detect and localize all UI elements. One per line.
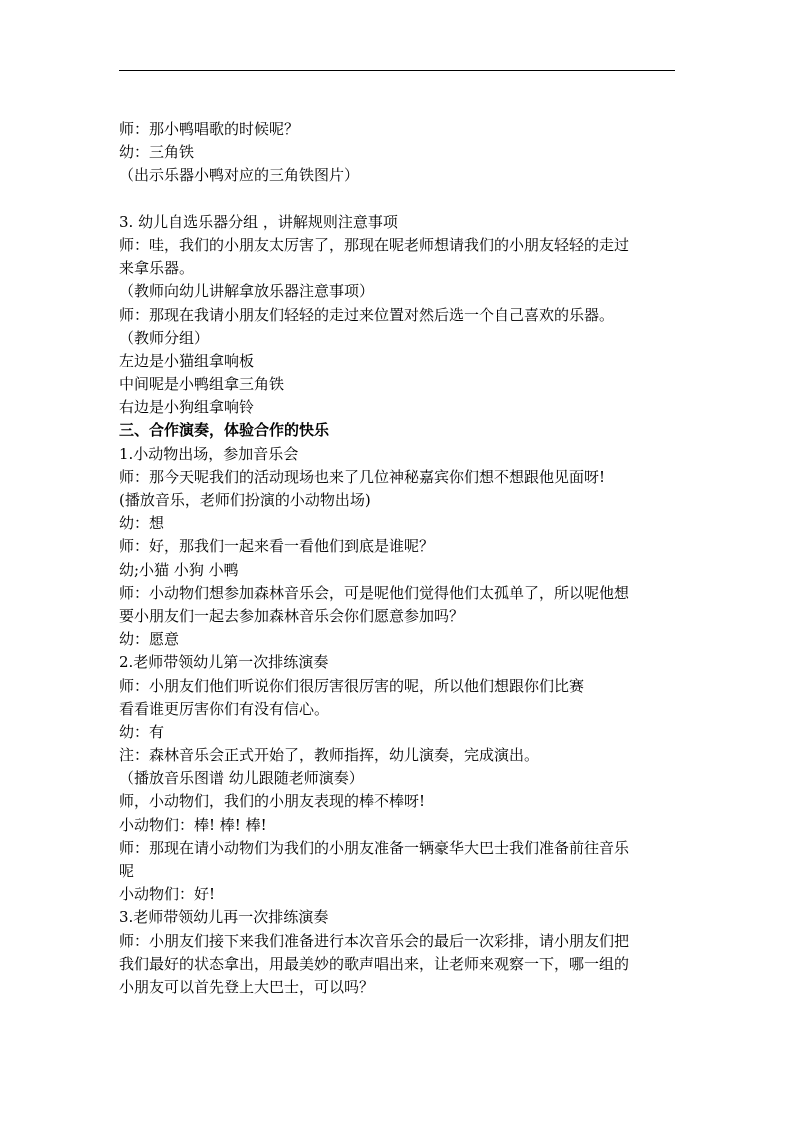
text-line: 小动物们：好! <box>119 885 216 904</box>
text-line: 看看谁更厉害你们有没有信心。 <box>119 699 330 718</box>
text-line: 我们最好的状态拿出，用最美妙的歌声唱出来，让老师来观察一下，哪一组的 <box>119 954 630 973</box>
text-line: 要小朋友们一起去参加森林音乐会你们愿意参加吗？ <box>119 606 465 625</box>
text-line: 师：那现在请小动物们为我们的小朋友准备一辆豪华大巴士我们准备前往音乐 <box>119 838 630 857</box>
text-line: 注：森林音乐会正式开始了，教师指挥，幼儿演奏，完成演出。 <box>119 746 540 765</box>
text-line: 左边是小猫组拿响板 <box>119 351 255 370</box>
text-line: 幼;小猫 小狗 小鸭 <box>119 560 239 579</box>
text-line: 3.老师带领幼儿再一次排练演奏 <box>119 908 329 927</box>
text-line: 来拿乐器。 <box>119 259 195 278</box>
text-line: 右边是小狗组拿响铃 <box>119 398 255 417</box>
document-body <box>119 118 679 999</box>
text-line: （教师向幼儿讲解拿放乐器注意事项） <box>119 282 375 301</box>
text-line: 幼：有 <box>119 722 165 741</box>
text-line: 小动物们：棒! 棒! 棒! <box>119 815 267 834</box>
text-line: 3. 幼儿自选乐器分组 ，讲解规则注意事项 <box>119 212 398 231</box>
text-line: 师，小动物们，我们的小朋友表现的棒不棒呀! <box>119 792 426 811</box>
text-line: 幼：想 <box>119 514 165 533</box>
header-rule <box>119 70 675 71</box>
section-heading: 三、合作演奏，体验合作的快乐 <box>119 421 330 440</box>
text-line: 师：哇，我们的小朋友太厉害了，那现在呢老师想请我们的小朋友轻轻的走过 <box>119 235 630 254</box>
text-line: 师：那今天呢我们的活动现场也来了几位神秘嘉宾你们想不想跟他见面呀! <box>119 467 606 486</box>
text-line: 师：那现在我请小朋友们轻轻的走过来位置对然后选一个自己喜欢的乐器。 <box>119 305 615 324</box>
text-line: 小朋友可以首先登上大巴士，可以吗？ <box>119 977 375 996</box>
text-line <box>119 188 679 211</box>
text-line: 师：小动物们想参加森林音乐会，可是呢他们觉得他们太孤单了，所以呢他想 <box>119 583 630 602</box>
text-line: (播放音乐，老师们扮演的小动物出场) <box>119 491 371 509</box>
text-line: 幼：三角铁 <box>119 143 195 162</box>
text-line: （出示乐器小鸭对应的三角铁图片） <box>119 166 360 185</box>
text-line: 呢 <box>119 862 135 880</box>
text-line: 2.老师带领幼儿第一次排练演奏 <box>119 653 329 672</box>
text-line: 中间呢是小鸭组拿三角铁 <box>119 375 285 394</box>
text-line: 师：那小鸭唱歌的时候呢？ <box>119 120 300 138</box>
text-line: 幼：愿意 <box>119 630 180 649</box>
text-line: 师：小朋友们接下来我们准备进行本次音乐会的最后一次彩排，请小朋友们把 <box>119 931 630 950</box>
text-line: 师：好，那我们一起来看一看他们到底是谁呢？ <box>119 537 435 556</box>
text-line: 师：小朋友们他们听说你们很厉害很厉害的呢，所以他们想跟你们比赛 <box>119 676 585 695</box>
text-line: （播放音乐图谱 幼儿跟随老师演奏） <box>119 769 364 788</box>
text-line: （教师分组） <box>119 328 210 347</box>
text-line: 1.小动物出场，参加音乐会 <box>119 444 299 463</box>
